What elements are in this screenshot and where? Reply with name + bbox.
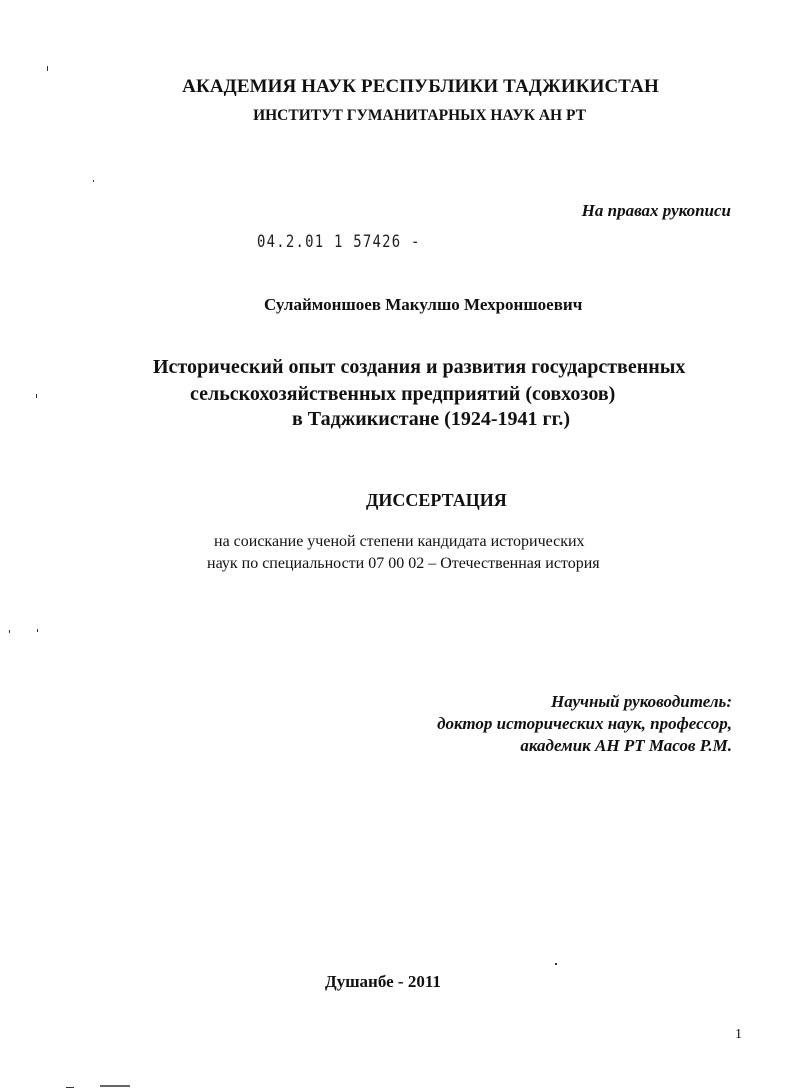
scan-speck [93, 180, 94, 182]
scan-speck [37, 629, 38, 632]
institute-heading: ИНСТИТУТ ГУМАНИТАРНЫХ НАУК АН РТ [253, 107, 586, 124]
title-line-3: в Таджикистане (1924-1941 гг.) [292, 408, 571, 430]
city-year: Душанбе - 2011 [325, 972, 441, 991]
degree-line-2: наук по специальности 07 00 02 – Отечественная история [207, 555, 600, 572]
academy-heading: АКАДЕМИЯ НАУК РЕСПУБЛИКИ ТАДЖИКИСТАН [182, 76, 659, 97]
degree-line-1: на соискание ученой степени кандидата исторических [214, 533, 585, 550]
scan-speck [36, 394, 37, 398]
scan-speck [100, 1085, 130, 1087]
document-type-heading: ДИССЕРТАЦИЯ [366, 490, 507, 510]
title-line-2: сельскохозяйственных предприятий (совхозов) [190, 383, 616, 405]
rights-note: На правах рукописи [581, 201, 731, 220]
scan-speck [555, 963, 557, 965]
advisor-degree: доктор исторических наук, профессор, [437, 714, 732, 733]
scan-speck [47, 66, 48, 71]
page-number: 1 [735, 1027, 742, 1042]
author-name: Сулаймоншоев Макулшо Мехроншоевич [264, 295, 583, 314]
advisor-label: Научный руководитель: [550, 692, 732, 711]
scan-speck [66, 1087, 74, 1088]
advisor-name: академик АН РТ Масов Р.М. [520, 736, 732, 755]
scan-speck [9, 630, 10, 633]
title-line-1: Исторический опыт создания и развития государственных [153, 356, 686, 378]
archive-stamp: 04.2.01 1 57426 - [257, 232, 421, 252]
